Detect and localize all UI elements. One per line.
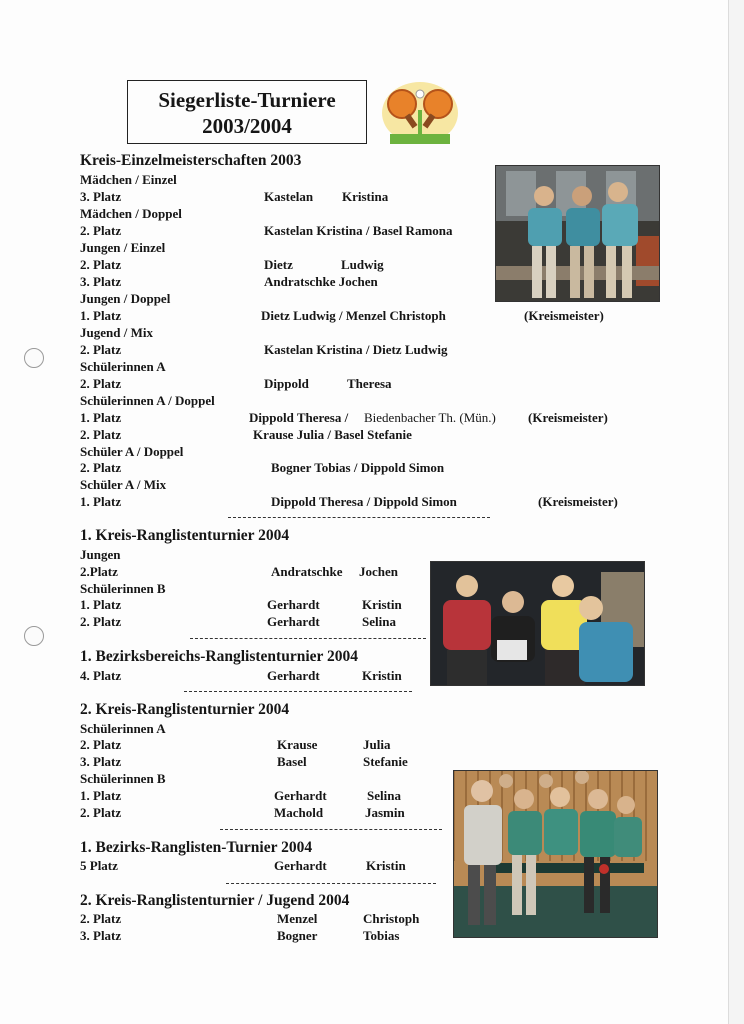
team-photo-1	[495, 165, 660, 302]
section-heading: 2. Kreis-Ranglistenturnier 2004	[80, 701, 290, 718]
category-label: Jugend / Mix	[80, 325, 153, 340]
category-label: Schüler A / Doppel	[80, 444, 184, 459]
place-label: 3. Platz	[80, 928, 122, 943]
category-label: Jungen / Doppel	[80, 291, 171, 306]
place-label: 4. Platz	[80, 668, 122, 683]
name-first: Kristin	[366, 858, 406, 873]
name-last: Gerhardt	[274, 788, 327, 803]
name-partner: Biedenbacher Th. (Mün.)	[364, 410, 496, 425]
category-label: Jungen	[80, 547, 121, 562]
name-pair: Dippold Theresa / Dippold Simon	[271, 494, 457, 509]
name-last: Machold	[274, 805, 324, 820]
section-divider	[226, 883, 436, 884]
name-full: Andratschke Jochen	[264, 274, 378, 289]
category-label: Schüler A / Mix	[80, 477, 167, 492]
place-label: 1. Platz	[80, 597, 122, 612]
name-first: Tobias	[363, 928, 400, 943]
champion-note: (Kreismeister)	[538, 494, 618, 509]
place-label: 1. Platz	[80, 494, 122, 509]
name-pair: Bogner Tobias / Dippold Simon	[271, 460, 445, 475]
section-heading: 1. Kreis-Ranglistenturnier 2004	[80, 527, 290, 544]
place-label: 1. Platz	[80, 788, 122, 803]
champion-note: (Kreismeister)	[524, 308, 604, 323]
name-first: Christoph	[363, 911, 420, 926]
place-label: 3. Platz	[80, 274, 122, 289]
name-first: Selina	[362, 614, 396, 629]
team-photo-2	[430, 561, 645, 686]
section-heading: Kreis-Einzelmeisterschaften 2003	[80, 152, 302, 169]
name-last: Basel	[277, 754, 307, 769]
category-label: Schülerinnen A / Doppel	[80, 393, 215, 408]
place-label: 1. Platz	[80, 308, 122, 323]
name-pair: Krause Julia / Basel Stefanie	[253, 427, 412, 442]
champion-note: (Kreismeister)	[528, 410, 608, 425]
place-label: 2. Platz	[80, 911, 122, 926]
name-pair: Kastelan Kristina / Basel Ramona	[264, 223, 453, 238]
table-tennis-logo-icon	[380, 80, 460, 146]
name-pair: Dippold Theresa /	[249, 410, 349, 425]
name-last: Menzel	[277, 911, 318, 926]
place-label: 2. Platz	[80, 342, 122, 357]
name-last: Gerhardt	[274, 858, 327, 873]
name-last: Dippold	[264, 376, 309, 391]
category-label: Schülerinnen A	[80, 359, 166, 374]
name-pair: Dietz Ludwig / Menzel Christoph	[261, 308, 446, 323]
name-first: Jochen	[359, 564, 398, 579]
name-last: Kastelan	[264, 189, 314, 204]
team-photo-3	[453, 770, 658, 938]
punch-hole	[24, 348, 44, 368]
scanner-edge	[728, 0, 744, 1024]
name-first: Kristin	[362, 597, 402, 612]
section-divider	[220, 829, 442, 830]
name-first: Selina	[367, 788, 401, 803]
place-label: 2.Platz	[80, 564, 118, 579]
name-last: Gerhardt	[267, 597, 320, 612]
place-label: 2. Platz	[80, 223, 122, 238]
section-divider	[184, 691, 412, 692]
name-last: Krause	[277, 737, 318, 752]
place-label: 2. Platz	[80, 460, 122, 475]
category-label: Schülerinnen A	[80, 721, 166, 736]
name-first: Kristin	[362, 668, 402, 683]
page-title	[127, 80, 367, 144]
category-label: Schülerinnen B	[80, 581, 166, 596]
category-label: Mädchen / Einzel	[80, 172, 177, 187]
place-label: 2. Platz	[80, 257, 122, 272]
section-heading: 1. Bezirksbereichs-Ranglistenturnier 2004	[80, 648, 358, 665]
place-label: 3. Platz	[80, 754, 122, 769]
name-first: Kristina	[342, 189, 389, 204]
name-last: Bogner	[277, 928, 318, 943]
title-line-1: Siegerliste-Turniere	[158, 88, 336, 112]
category-label: Jungen / Einzel	[80, 240, 166, 255]
place-label: 2. Platz	[80, 805, 122, 820]
name-first: Stefanie	[363, 754, 408, 769]
category-label: Schülerinnen B	[80, 771, 166, 786]
name-last: Gerhardt	[267, 668, 320, 683]
place-label: 3. Platz	[80, 189, 122, 204]
name-pair: Kastelan Kristina / Dietz Ludwig	[264, 342, 448, 357]
place-label: 5 Platz	[80, 858, 118, 873]
place-label: 2. Platz	[80, 737, 122, 752]
name-last: Andratschke	[271, 564, 343, 579]
name-first: Jasmin	[365, 805, 405, 820]
section-heading: 2. Kreis-Ranglistenturnier / Jugend 2004	[80, 892, 350, 909]
name-first: Ludwig	[341, 257, 384, 272]
title-line-2: 2003/2004	[202, 114, 292, 138]
place-label: 2. Platz	[80, 427, 122, 442]
name-first: Julia	[363, 737, 391, 752]
category-label: Mädchen / Doppel	[80, 206, 182, 221]
section-divider	[190, 638, 426, 639]
punch-hole	[24, 626, 44, 646]
place-label: 2. Platz	[80, 614, 122, 629]
name-last: Gerhardt	[267, 614, 320, 629]
section-divider	[228, 517, 490, 518]
name-first: Theresa	[347, 376, 392, 391]
section-heading: 1. Bezirks-Ranglisten-Turnier 2004	[80, 839, 313, 856]
place-label: 2. Platz	[80, 376, 122, 391]
name-last: Dietz	[264, 257, 293, 272]
place-label: 1. Platz	[80, 410, 122, 425]
